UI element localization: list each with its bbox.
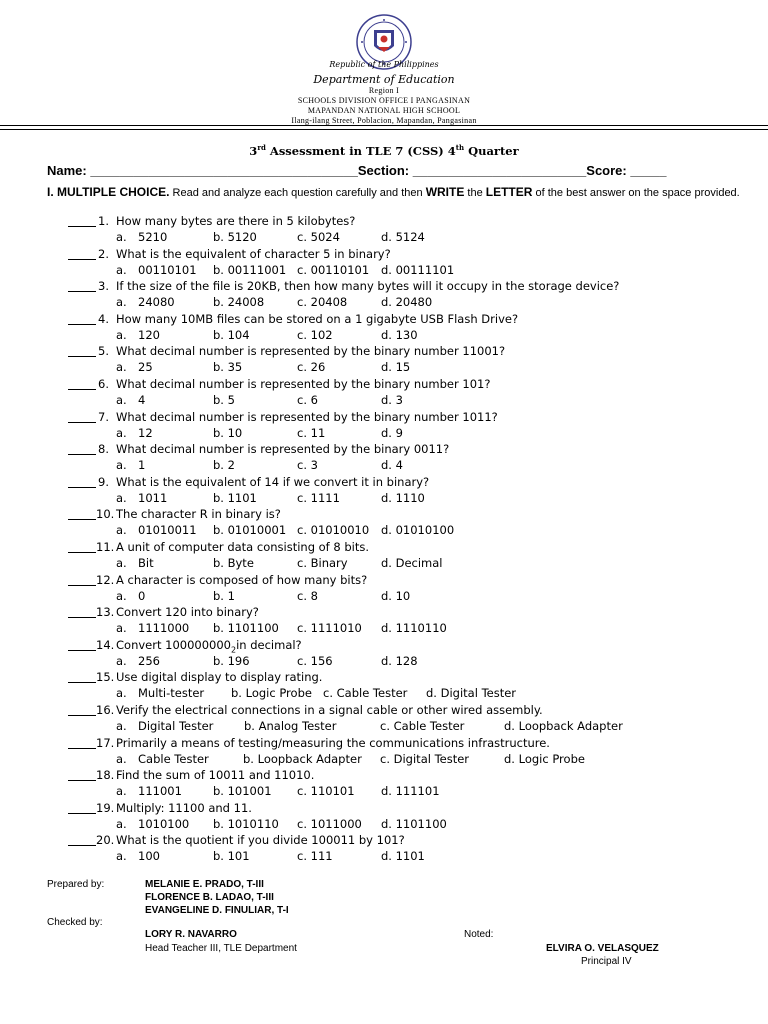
answer-option: 25: [138, 360, 153, 374]
question-text: What decimal number is represented by the binary number 101?: [116, 377, 491, 391]
option-letter-a: a.: [116, 328, 127, 342]
question-number: 20.: [96, 833, 115, 847]
option-letter-a: a.: [116, 295, 127, 309]
noted-label: Noted:: [464, 929, 494, 940]
option-letter-a: a.: [116, 849, 127, 863]
answer-option: c. 1111: [297, 491, 340, 505]
answer-option: c. 26: [297, 360, 326, 374]
answer-option: b. 1: [213, 589, 235, 603]
answer-option: Cable Tester: [138, 752, 209, 766]
question-number: 16.: [96, 703, 115, 717]
question-text: Find the sum of 10011 and 11010.: [116, 768, 315, 782]
header-address: Ilang-ilang Street, Poblacion, Mapandan, Pangasinan: [291, 116, 477, 125]
page-title: 3rd Assessment in TLE 7 (CSS) 4th Quarter: [249, 143, 519, 158]
question-number: 9.: [98, 475, 109, 489]
option-letter-a: a.: [116, 360, 127, 374]
answer-blank[interactable]: [68, 845, 96, 846]
question-number: 4.: [98, 312, 109, 326]
answer-option: d. 5124: [381, 230, 425, 244]
answer-option: 120: [138, 328, 160, 342]
option-letter-a: a.: [116, 817, 127, 831]
question-number: 14.: [96, 638, 115, 652]
answer-option: d. 10: [381, 589, 411, 603]
preparer-name: MELANIE E. PRADO, T-III: [145, 879, 264, 890]
answer-option: c. 00110101: [297, 263, 370, 277]
answer-option: c. 20408: [297, 295, 348, 309]
question-number: 1.: [98, 214, 109, 228]
answer-option: b. 5: [213, 393, 235, 407]
answer-option: c. Cable Tester: [380, 719, 465, 733]
answer-option: d. 1101: [381, 849, 425, 863]
answer-option: 111001: [138, 784, 182, 798]
question-number: 7.: [98, 410, 109, 424]
answer-blank[interactable]: [68, 650, 96, 651]
answer-option: d. 9: [381, 426, 403, 440]
question-text: What is the equivalent of character 5 in binary?: [116, 247, 391, 261]
answer-blank[interactable]: [68, 519, 96, 520]
question-text: What decimal number is represented by the binary 0011?: [116, 442, 450, 456]
answer-option: b. 35: [213, 360, 243, 374]
checked-by-label: Checked by:: [47, 917, 103, 928]
answer-option: b. Byte: [213, 556, 254, 570]
question-text: Verify the electrical connections in a signal cable or other wired assembly.: [116, 703, 543, 717]
answer-option: 12: [138, 426, 153, 440]
question-number: 18.: [96, 768, 115, 782]
answer-option: 256: [138, 654, 160, 668]
answer-option: d. 130: [381, 328, 418, 342]
question-text: What is the quotient if you divide 100011 by 101?: [116, 833, 405, 847]
answer-blank[interactable]: [68, 454, 96, 455]
answer-blank[interactable]: [68, 422, 96, 423]
answer-option: c. 1111010: [297, 621, 362, 635]
question-text: Use digital display to display rating.: [116, 670, 323, 684]
question-text: A unit of computer data consisting of 8 bits.: [116, 540, 370, 554]
option-letter-a: a.: [116, 654, 127, 668]
answer-blank[interactable]: [68, 617, 96, 618]
option-letter-a: a.: [116, 230, 127, 244]
question-text: How many 10MB files can be stored on a 1 gigabyte USB Flash Drive?: [116, 312, 519, 326]
answer-blank[interactable]: [68, 748, 96, 749]
answer-option: Bit: [138, 556, 154, 570]
question-number: 12.: [96, 573, 115, 587]
option-letter-a: a.: [116, 458, 127, 472]
answer-option: c. Cable Tester: [323, 686, 408, 700]
question-text: Multiply: 11100 and 11.: [116, 801, 252, 815]
answer-option: 01010011: [138, 523, 197, 537]
option-letter-a: a.: [116, 752, 127, 766]
answer-option: 0: [138, 589, 146, 603]
question-number: 15.: [96, 670, 115, 684]
header-divider: [0, 125, 768, 126]
answer-option: d. Logic Probe: [504, 752, 585, 766]
answer-option: d. 128: [381, 654, 418, 668]
answer-option: b. 104: [213, 328, 250, 342]
name-section-score-line[interactable]: Name: _____________________________________Section: ________________________Score: _____: [47, 163, 667, 178]
answer-option: 1010100: [138, 817, 190, 831]
option-letter-a: a.: [116, 686, 127, 700]
answer-option: 1011: [138, 491, 168, 505]
answer-blank[interactable]: [68, 780, 96, 781]
question-text: If the size of the file is 20KB, then how many bytes will it occupy in the storage device?: [116, 279, 620, 293]
answer-option: d. 15: [381, 360, 411, 374]
answer-blank[interactable]: [68, 813, 96, 814]
answer-option: c. 5024: [297, 230, 340, 244]
question-text: How many bytes are there in 5 kilobytes?: [116, 214, 356, 228]
question-text: What decimal number is represented by the binary number 11001?: [116, 344, 506, 358]
answer-option: d. Decimal: [381, 556, 443, 570]
answer-option: 1: [138, 458, 146, 472]
answer-option: c. 8: [297, 589, 318, 603]
header-republic: Republic of the Philippines: [329, 60, 439, 69]
answer-option: b. Logic Probe: [231, 686, 312, 700]
checker-name: LORY R. NAVARRO: [145, 929, 237, 940]
option-letter-a: a.: [116, 491, 127, 505]
answer-option: c. Digital Tester: [380, 752, 470, 766]
option-letter-a: a.: [116, 393, 127, 407]
answer-option: d. 01010100: [381, 523, 455, 537]
question-number: 2.: [98, 247, 109, 261]
question-text: What is the equivalent of 14 if we convert it in binary?: [116, 475, 430, 489]
option-letter-a: a.: [116, 523, 127, 537]
answer-blank[interactable]: [68, 585, 96, 586]
answer-option: b. 196: [213, 654, 250, 668]
answer-blank[interactable]: [68, 259, 96, 260]
prepared-by-label: Prepared by:: [47, 879, 105, 890]
header-region: Region I: [368, 86, 400, 95]
answer-option: c. 102: [297, 328, 333, 342]
header-divider-thin: [0, 129, 768, 130]
answer-option: b. 1101: [213, 491, 257, 505]
answer-option: 24080: [138, 295, 175, 309]
noter-role: Principal IV: [581, 956, 632, 967]
option-letter-a: a.: [116, 621, 127, 635]
answer-option: c. 3: [297, 458, 318, 472]
option-letter-a: a.: [116, 263, 127, 277]
answer-blank[interactable]: [68, 715, 96, 716]
answer-option: c. 156: [297, 654, 333, 668]
checker-role: Head Teacher III, TLE Department: [145, 943, 297, 954]
answer-option: b. 24008: [213, 295, 265, 309]
question-number: 13.: [96, 605, 115, 619]
preparer-name: EVANGELINE D. FINULIAR, T-I: [145, 905, 289, 916]
header-division: SCHOOLS DIVISION OFFICE I PANGASINAN: [297, 96, 471, 105]
answer-blank[interactable]: [68, 356, 96, 357]
instructions: I. MULTIPLE CHOICE. Read and analyze each question carefully and then WRITE the LETTER of the best answer on the space provided.: [47, 185, 740, 199]
answer-option: c. 11: [297, 426, 326, 440]
answer-option: 4: [138, 393, 146, 407]
answer-option: b. 01010001: [213, 523, 287, 537]
answer-option: c. Binary: [297, 556, 348, 570]
question-text: What decimal number is represented by the binary number 1011?: [116, 410, 498, 424]
answer-option: d. 1101100: [381, 817, 447, 831]
answer-option: d. Digital Tester: [426, 686, 517, 700]
answer-option: b. 00111001: [213, 263, 287, 277]
answer-option: c. 01010010: [297, 523, 370, 537]
option-letter-a: a.: [116, 556, 127, 570]
answer-option: 00110101: [138, 263, 197, 277]
question-text: Primarily a means of testing/measuring the communications infrastructure.: [116, 736, 550, 750]
answer-option: c. 6: [297, 393, 318, 407]
answer-option: d. 1110: [381, 491, 425, 505]
answer-option: b. 2: [213, 458, 235, 472]
answer-option: d. 4: [381, 458, 403, 472]
answer-option: d. Loopback Adapter: [504, 719, 623, 733]
question-number: 3.: [98, 279, 109, 293]
answer-option: 1111000: [138, 621, 190, 635]
answer-option: c. 110101: [297, 784, 355, 798]
answer-option: d. 111101: [381, 784, 440, 798]
question-text: Convert 120 into binary?: [116, 605, 259, 619]
question-number: 10.: [96, 507, 115, 521]
answer-option: 100: [138, 849, 160, 863]
question-number: 17.: [96, 736, 115, 750]
answer-option: b. 1101100: [213, 621, 279, 635]
question-number: 19.: [96, 801, 115, 815]
answer-blank[interactable]: [68, 291, 96, 292]
answer-option: b. 101: [213, 849, 250, 863]
answer-option: c. 1011000: [297, 817, 362, 831]
noter-name: ELVIRA O. VELASQUEZ: [546, 943, 659, 954]
answer-option: d. 00111101: [381, 263, 455, 277]
answer-option: d. 3: [381, 393, 403, 407]
answer-option: b. 10: [213, 426, 243, 440]
question-text: A character is composed of how many bits?: [116, 573, 368, 587]
answer-option: d. 1110110: [381, 621, 447, 635]
header-department: Department of Education: [313, 73, 455, 86]
option-letter-a: a.: [116, 719, 127, 733]
answer-blank[interactable]: [68, 552, 96, 553]
answer-blank[interactable]: [68, 389, 96, 390]
question-number: 5.: [98, 344, 109, 358]
option-letter-a: a.: [116, 589, 127, 603]
question-text: Convert $100000000_2in$ decimal?: [116, 638, 302, 655]
answer-blank[interactable]: [68, 324, 96, 325]
answer-blank[interactable]: [68, 682, 96, 683]
question-number: 8.: [98, 442, 109, 456]
header-school: MAPANDAN NATIONAL HIGH SCHOOL: [307, 106, 461, 115]
question-number: 11.: [96, 540, 115, 554]
answer-option: c. 111: [297, 849, 333, 863]
answer-blank[interactable]: [68, 226, 96, 227]
option-letter-a: a.: [116, 784, 127, 798]
answer-option: Multi-tester: [138, 686, 205, 700]
answer-option: b. 1010110: [213, 817, 279, 831]
preparer-name: FLORENCE B. LADAO, T-III: [145, 892, 274, 903]
question-text: The character R in binary is?: [116, 507, 281, 521]
answer-option: b. 5120: [213, 230, 257, 244]
answer-blank[interactable]: [68, 487, 96, 488]
answer-option: b. Loopback Adapter: [243, 752, 362, 766]
answer-option: b. 101001: [213, 784, 272, 798]
answer-option: d. 20480: [381, 295, 433, 309]
question-number: 6.: [98, 377, 109, 391]
option-letter-a: a.: [116, 426, 127, 440]
answer-option: 5210: [138, 230, 168, 244]
answer-option: b. Analog Tester: [244, 719, 337, 733]
answer-option: Digital Tester: [138, 719, 214, 733]
